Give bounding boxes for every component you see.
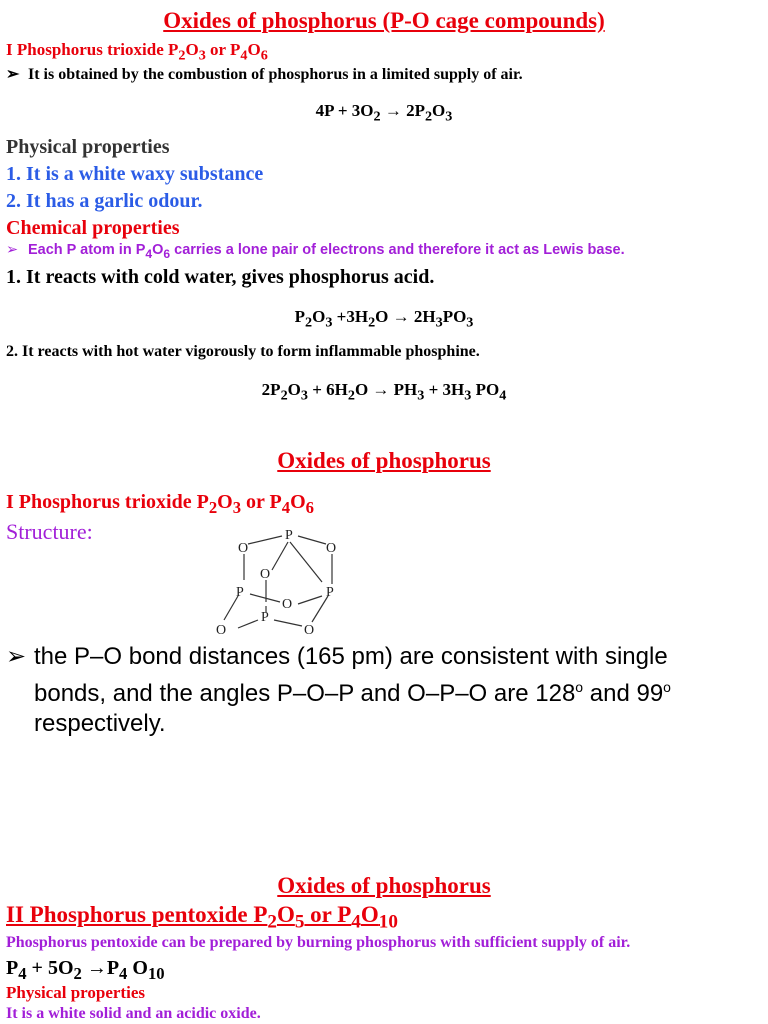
physical-property-1: 1. It is a white waxy substance	[6, 163, 264, 185]
section1-title: Oxides of phosphorus (P-O cage compounds)	[163, 8, 605, 33]
structure-label: Structure:	[6, 519, 93, 544]
reaction-cold-water: 1. It reacts with cold water, gives phosphorus acid.	[6, 266, 435, 288]
atom-label: O	[282, 597, 293, 612]
equation-pentoxide: $P_4 + 5O_2 \to P_4$ $O_{10}$	[6, 957, 165, 983]
section3-title: Oxides of phosphorus	[277, 873, 491, 898]
bond-distance-text: ➢ the P–O bond distances (165 pm) are consistent with single bonds, and the angles P–O–P and O–P–O are 128$^o$ and 99$^o$ respectively.	[6, 643, 671, 737]
chemical-properties-heading: Chemical properties	[6, 217, 180, 239]
atom-label: O	[326, 541, 337, 556]
pentoxide-preparation: Phosphorus pentoxide can be prepared by burning phosphorus with sufficient supply of air.	[6, 934, 631, 951]
equation-cold-water: $P_2O_3 +3H_2O \to 2H_3PO_3$	[294, 307, 474, 331]
atom-label: P	[261, 610, 269, 625]
section2-title: Oxides of phosphorus	[277, 448, 491, 473]
reaction-hot-water: 2. It reacts with hot water vigorously to form inflammable phosphine.	[6, 343, 480, 360]
equation-combustion: $4P + 3O_2 \to 2P_2O_3$	[315, 101, 453, 125]
atom-label: O	[238, 541, 249, 556]
arrow-bullet-icon: ➢	[6, 643, 27, 670]
atom-label: O	[260, 567, 271, 582]
section3-physical-heading: Physical properties	[6, 983, 145, 1002]
section1-intro: ➢ It is obtained by the combustion of phosphorus in a limited supply of air.	[6, 66, 523, 83]
section1-heading: I Phosphorus trioxide $P_2O_3$ or $P_4O_6$	[6, 40, 268, 64]
physical-property-2: 2. It has a garlic odour.	[6, 190, 203, 212]
section2-heading: I Phosphorus trioxide $P_2O_3$ or $P_4O_6$	[6, 491, 314, 517]
section3-heading: II Phosphorus pentoxide $P_2O_5$ or $P_4O_{10}$	[6, 902, 398, 933]
physical-properties-heading: Physical properties	[6, 136, 170, 158]
arrow-bullet-icon: ➢	[6, 66, 20, 83]
atom-label: P	[326, 585, 334, 600]
atom-label: P	[236, 585, 244, 600]
p4o6-structure-diagram	[210, 522, 350, 642]
atom-label: O	[216, 623, 227, 638]
atom-label: P	[285, 528, 293, 543]
equation-hot-water: $2P_2O_3 + 6H_2O \to PH_3 + 3H_3$ $PO_4$	[261, 380, 507, 404]
arrow-bullet-icon: ➢	[6, 242, 19, 258]
atom-label: O	[304, 623, 315, 638]
section3-physical-property: It is a white solid and an acidic oxide.	[6, 1005, 261, 1022]
lewis-base-note: ➢ Each P atom in $P_4O_6$ carries a lone pair of electrons and therefore it act as Lewis base.	[6, 242, 625, 261]
